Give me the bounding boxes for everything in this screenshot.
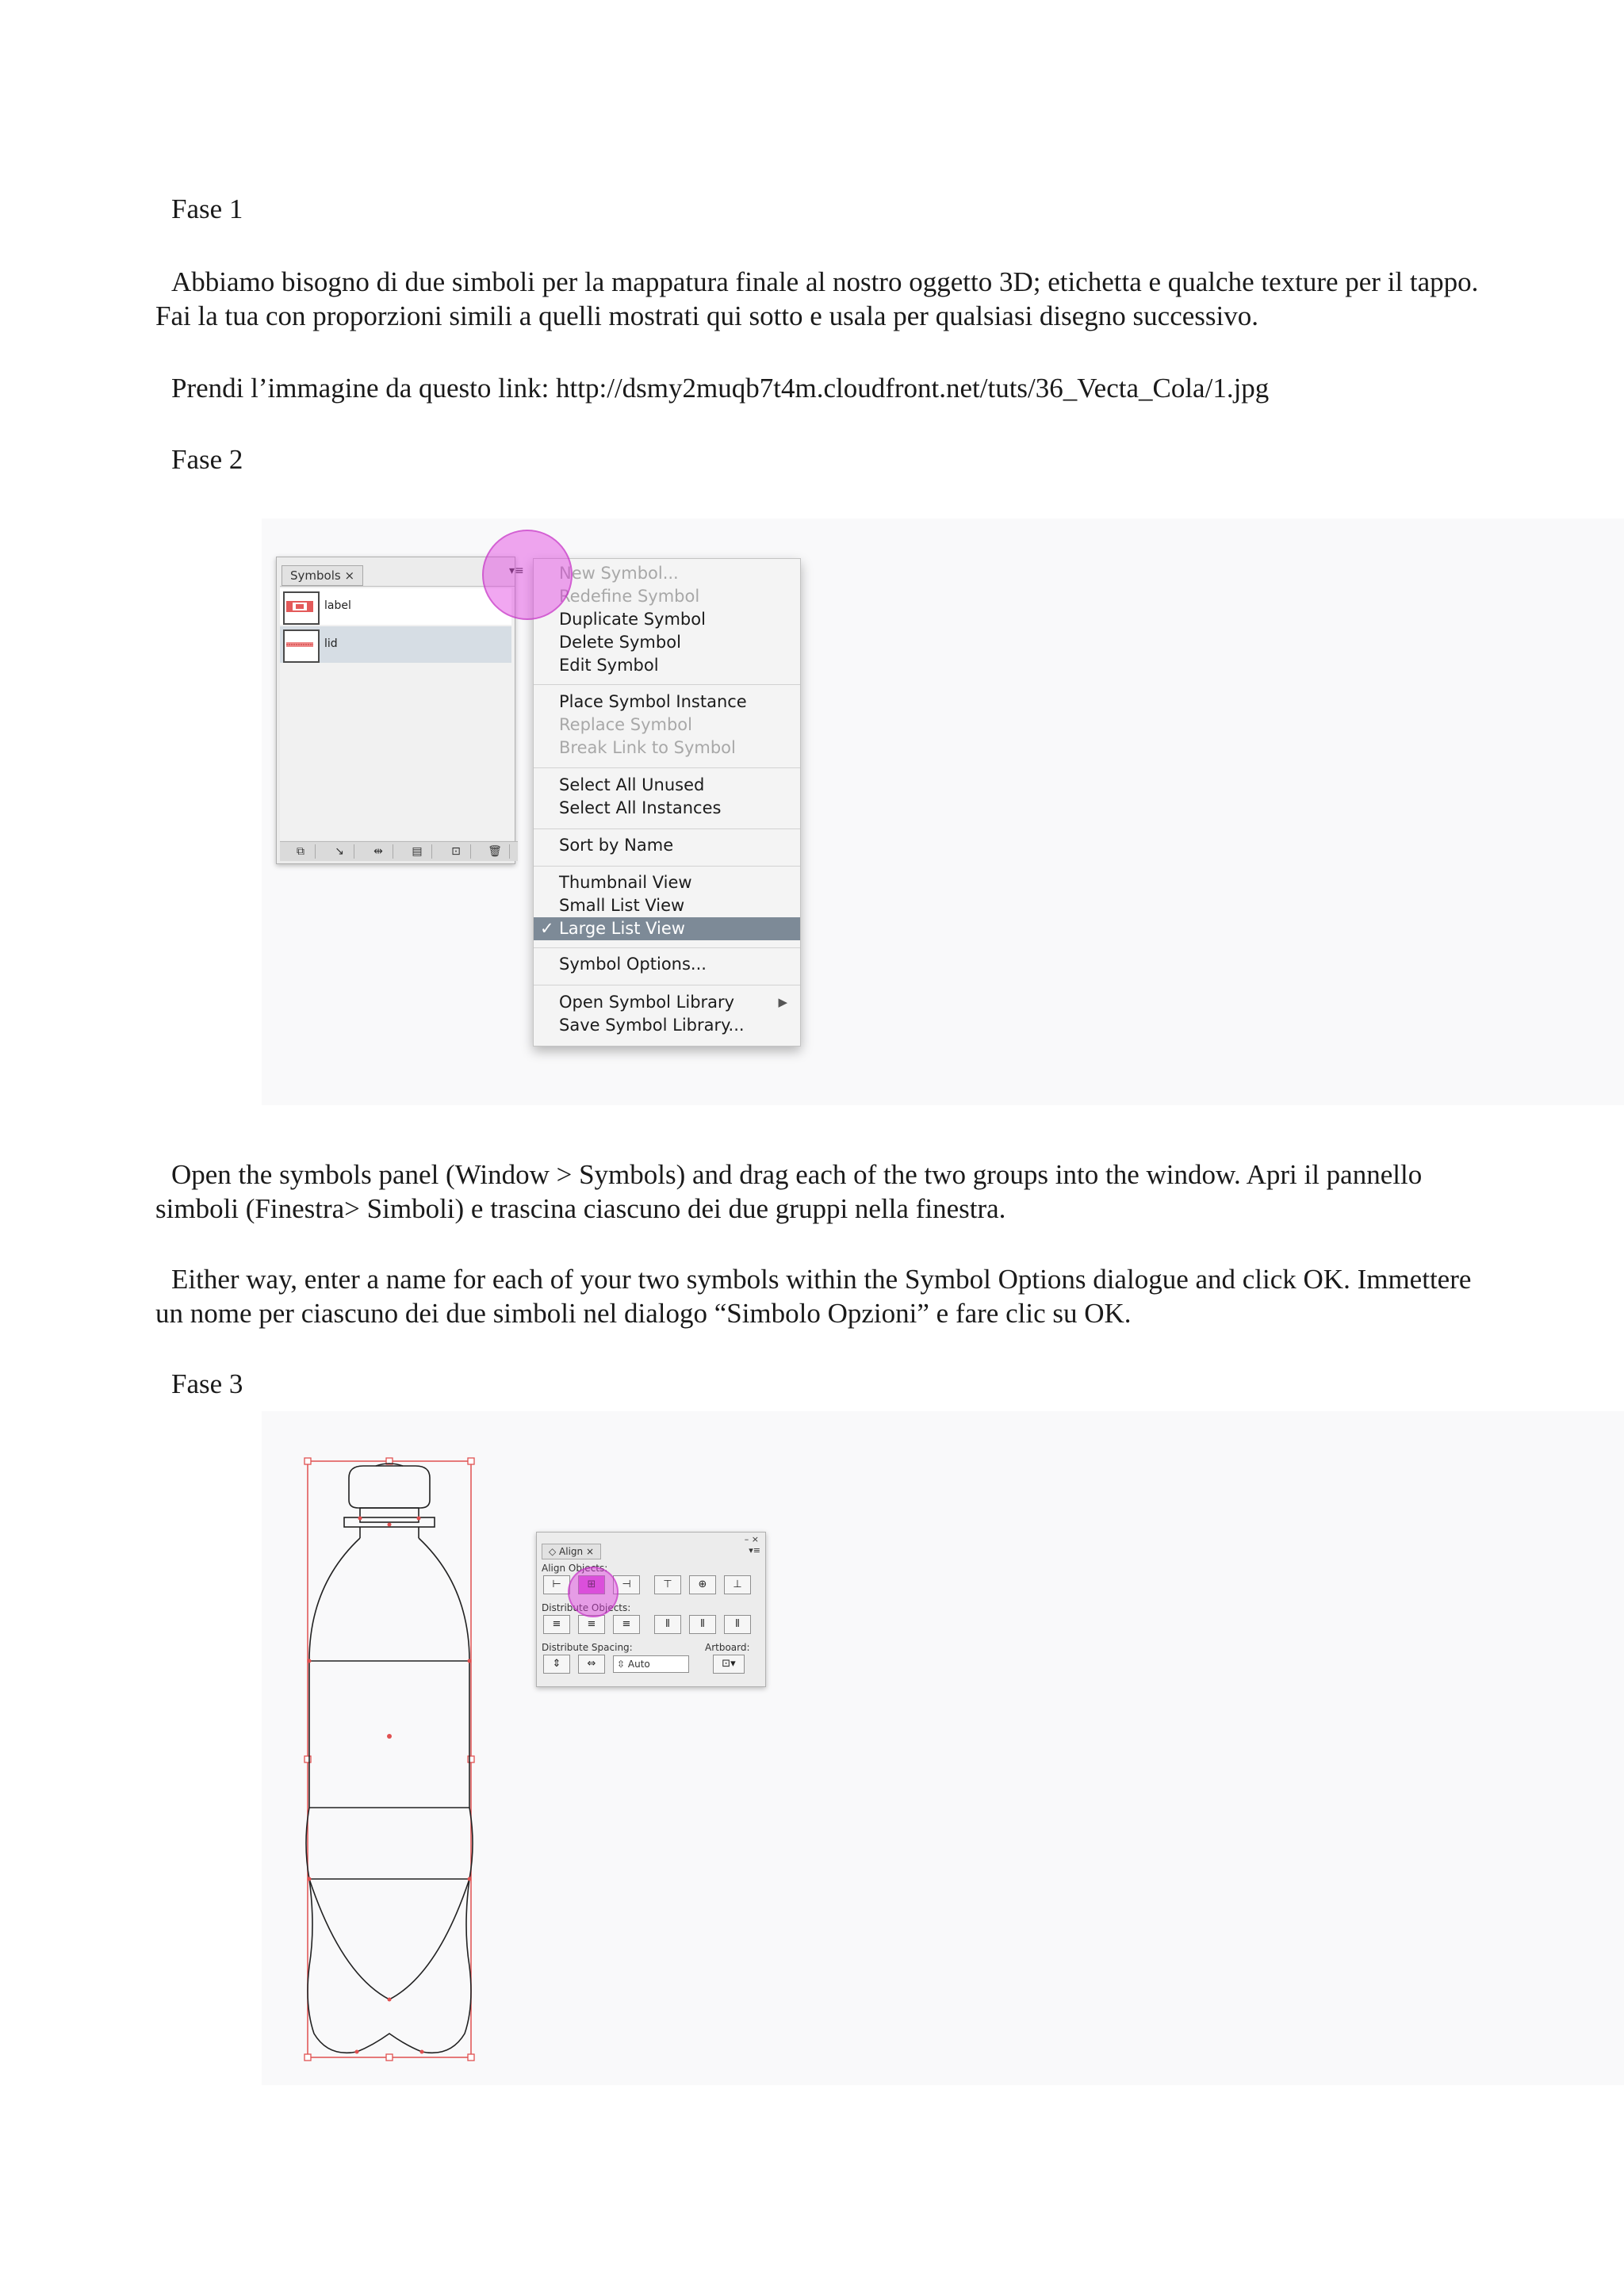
horizontal-align-right-icon[interactable]: ⊣ [613,1575,640,1594]
submenu-arrow-icon: ▶ [778,995,787,1009]
horizontal-align-center-icon[interactable]: ⊞ [578,1575,605,1594]
symbols-toolbar [280,841,518,861]
distribute-objects-label: Distribute Objects: [542,1602,631,1613]
vertical-align-bottom-icon[interactable]: ⊥ [724,1575,751,1594]
menu-item-symbol-options[interactable]: Symbol Options... [559,955,707,974]
horizontal-distribute-center-icon[interactable]: ⫴ [689,1615,716,1634]
menu-item-break-link[interactable]: Break Link to Symbol [559,738,736,757]
paragraph-2: Prendi l’immagine da questo link: http://dsmy2muqb7t4m.cloudfront.net/tuts/36_Vecta_Cola/1.jpg [171,373,1270,404]
symbols-flyout-menu [533,558,801,1047]
place-instance-icon[interactable]: ↘ [325,844,354,859]
heading-fase-3: Fase 3 [171,1368,243,1399]
panel-collapse-close-icon[interactable]: – × [744,1534,759,1544]
label-thumbnail [283,591,320,625]
paragraph-4: Either way, enter a name for each of your two symbols within the Symbol Options dialogue and click OK. Immettere un nome per ciascuno dei due simboli nel dialogo “Simbolo Opzioni” e fare clic su OK. [155,1264,1472,1329]
menu-item-select-all-instances[interactable]: Select All Instances [559,798,722,817]
menu-item-thumbnail-view[interactable]: Thumbnail View [559,873,692,892]
vertical-distribute-center-icon[interactable]: ≡ [578,1615,605,1634]
symbols-panel [276,557,515,864]
align-objects-label: Align Objects: [542,1563,608,1574]
symbol-name: lid [324,637,338,650]
align-tab[interactable]: ◇ Align × [542,1544,601,1559]
horizontal-distribute-right-icon[interactable]: ⫴ [724,1615,751,1634]
vertical-align-top-icon[interactable]: ⊤ [654,1575,681,1594]
menu-separator [534,767,800,768]
lid-thumbnail [283,629,320,663]
vertical-distribute-space-icon[interactable]: ⇕ [543,1655,570,1674]
paragraph-3: Open the symbols panel (Window > Symbols) and drag each of the two groups into the window. Apri il pannello simboli (Finestra> Simboli) e trascina ciascuno dei due gruppi nella finestra. [155,1159,1423,1224]
panel-menu-button[interactable]: ▾≡ [509,564,524,577]
symbol-row-label[interactable] [280,588,511,625]
menu-separator [534,828,800,829]
new-symbol-icon[interactable]: ⊡ [442,844,471,859]
symbols-list [280,586,515,840]
menu-item-place-symbol-instance[interactable]: Place Symbol Instance [559,692,747,711]
symbols-tab[interactable]: Symbols × [282,565,363,586]
menu-item-select-all-unused[interactable]: Select All Unused [559,775,705,794]
vertical-distribute-top-icon[interactable]: ≡ [543,1615,570,1634]
delete-symbol-icon[interactable]: 🗑 [481,844,510,859]
horizontal-align-left-icon[interactable]: ⊢ [543,1575,570,1594]
artboard-label: Artboard: [705,1642,750,1653]
spacing-input[interactable] [613,1655,689,1673]
menu-item-small-list-view[interactable]: Small List View [559,896,685,915]
menu-item-redefine-symbol[interactable]: Redefine Symbol [559,587,700,606]
spacing-value: Auto [627,1659,650,1670]
horizontal-distribute-space-icon[interactable]: ⇔ [578,1655,605,1674]
align-panel [536,1532,766,1687]
symbol-row-lid[interactable] [280,626,511,663]
symbol-options-icon[interactable]: ▤ [403,844,432,859]
paragraph-1: Abbiamo bisogno di due simboli per la mappatura finale al nostro oggetto 3D; etichetta e qualche texture per il tappo. Fai la tua con proporzioni simili a quelli mostrati qui sotto e usala per qualsiasi disegno successivo. [155,266,1479,331]
symbol-name: label [324,599,351,612]
menu-item-duplicate-symbol[interactable]: Duplicate Symbol [559,610,706,629]
vertical-align-center-icon[interactable]: ⊕ [689,1575,716,1594]
menu-item-open-symbol-library[interactable] [534,991,800,1014]
menu-item-delete-symbol[interactable]: Delete Symbol [559,633,681,652]
symbol-libraries-icon[interactable]: ⧉ [286,844,316,859]
panel-menu-icon[interactable]: ▾≡ [749,1545,760,1556]
menu-item-sort-by-name[interactable]: Sort by Name [559,836,674,855]
menu-separator [534,866,800,867]
menu-item-label: Large List View [559,919,685,938]
checkmark-icon: ✓ [540,919,554,938]
break-link-icon[interactable]: ⇹ [364,844,393,859]
vertical-distribute-bottom-icon[interactable]: ≡ [613,1615,640,1634]
menu-separator [534,684,800,685]
menu-item-new-symbol[interactable]: New Symbol... [559,564,679,583]
menu-item-large-list-view[interactable] [534,917,800,940]
menu-separator [534,947,800,948]
click-highlight-circle [482,530,573,620]
menu-item-edit-symbol[interactable]: Edit Symbol [559,656,659,675]
horizontal-distribute-left-icon[interactable]: ⫴ [654,1615,681,1634]
spinner-icon: ⇳ [617,1659,626,1670]
menu-item-label: Open Symbol Library [559,993,735,1012]
menu-item-save-symbol-library[interactable]: Save Symbol Library... [559,1016,745,1035]
bottle-outline-drawing [293,1451,484,2069]
align-to-dropdown[interactable]: ⊡▾ [713,1655,745,1674]
click-highlight-circle [568,1567,619,1617]
menu-item-replace-symbol[interactable]: Replace Symbol [559,715,692,734]
heading-fase-2: Fase 2 [171,444,243,475]
heading-fase-1: Fase 1 [171,193,243,224]
distribute-spacing-label: Distribute Spacing: [542,1642,633,1653]
